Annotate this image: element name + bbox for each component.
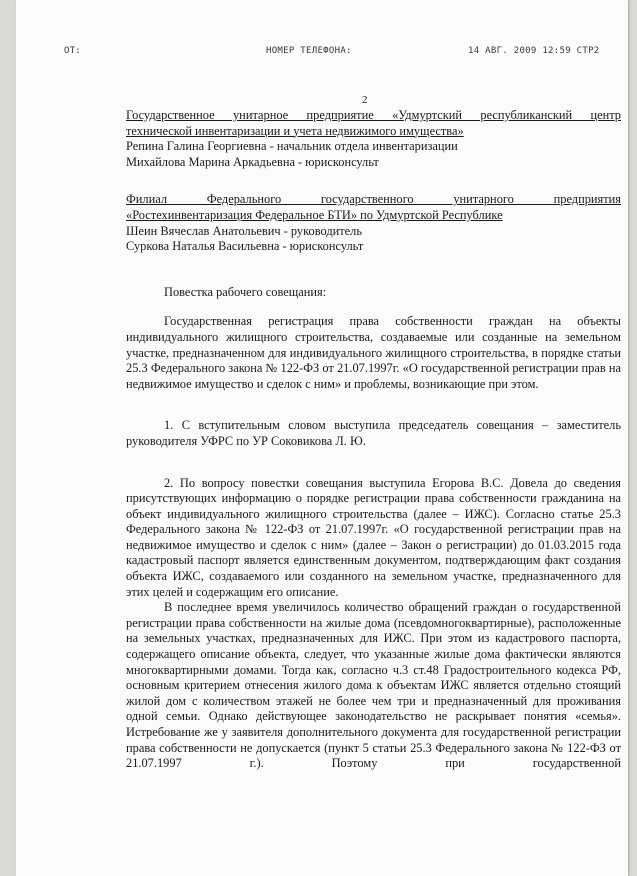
item-1-paragraph: 1. С вступительным словом выступила председатель совещания – заместитель руководителя УФРС по УР Соковикова Л. Ю. xyxy=(126,418,621,448)
page-number: 2 xyxy=(362,94,368,106)
item-2-paragraph: 2. По вопросу повестки совещания выступила Егорова В.С. Довела до сведения присутствующих информацию о порядке регистрации права собственности гражданина на объект индивидуального жилищного строительства (далее – ИЖС). Согласно статье 25.3 Федерального закона № 122-ФЗ от 21.07.1997г. «О государственной регистрации прав на недвижимое имущество и сделок с ним» (далее – Закон о регистрации) до 01.03.2015 года кадастровый паспорт является единственным документом, подтверждающим факт создания объекта ИЖС, создаваемого или созданного на земельном участке, предназначенного для этих целей и содержащим его описание. xyxy=(126,475,621,599)
fax-from-label: ОТ: xyxy=(64,46,82,56)
org2-name-line1: Филиал Федерального государственного унитарного предприятия xyxy=(126,192,621,207)
org1-name-line2: технической инвентаризации и учета недвижимого имущества» xyxy=(126,123,464,138)
item-3-paragraph: В последнее время увеличилось количество обращений граждан о государственной регистрации права собственности на жилые дома (псевдомногоквартирные), расположенные на земельных участках, предназначенных для ИЖС. При этом из кадастрового паспорта, содержащего описание объекта, следует, что указанные жилые дома фактически являются многоквартирными домами. Тогда как, согласно ч.3 ст.48 Градостроительного кодекса РФ, основным критерием отнесения жилого дома к объектам ИЖС является отдельно стоящий жилой дом с количеством этажей не более чем три и предназначенный для проживания одной семьи. Однако действующее законодательство не раскрывает понятия «семья». Истребование же у заявителя дополнительного документа для государственной регистрации права собственности не допускается (пункт 5 статьи 25.3 Федерального закона № 122-ФЗ от 21.07.1997 г.). Поэтому при государственной xyxy=(126,600,621,771)
fax-date-page: 14 АВГ. 2009 12:59 СТР2 xyxy=(468,46,600,56)
document-page xyxy=(16,0,628,876)
agenda-text: Государственная регистрация права собственности граждан на объекты индивидуального жилищного строительства, создаваемые или созданные на земельном участке, предназначенном для индивидуального жилищного строительства, в порядке статьи 25.3 Федерального закона № 122-ФЗ от 21.07.1997г. «О государственной регистрации прав на недвижимое имущество и сделок с ним» и проблемы, возникающие при этом. xyxy=(126,314,621,391)
org2-name-line2: «Ростехинвентаризация Федеральное БТИ» по Удмуртской Республике xyxy=(126,207,503,222)
org1-person2: Михайлова Марина Аркадьевна - юрисконсульт xyxy=(126,154,379,169)
org1-person1: Репина Галина Георгиевна - начальник отдела инвентаризации xyxy=(126,139,458,154)
document-body xyxy=(126,108,621,772)
org2-person1: Шеин Вячеслав Анатольевич - руководитель xyxy=(126,223,363,238)
org1-name-line1: Государственное унитарное предприятие «Удмуртский республиканский центр xyxy=(126,108,621,122)
fax-phone-label: НОМЕР ТЕЛЕФОНА: xyxy=(266,46,352,56)
agenda-title: Повестка рабочего совещания: xyxy=(164,284,327,299)
org2-person2: Суркова Наталья Васильевна - юрисконсульт xyxy=(126,239,364,254)
